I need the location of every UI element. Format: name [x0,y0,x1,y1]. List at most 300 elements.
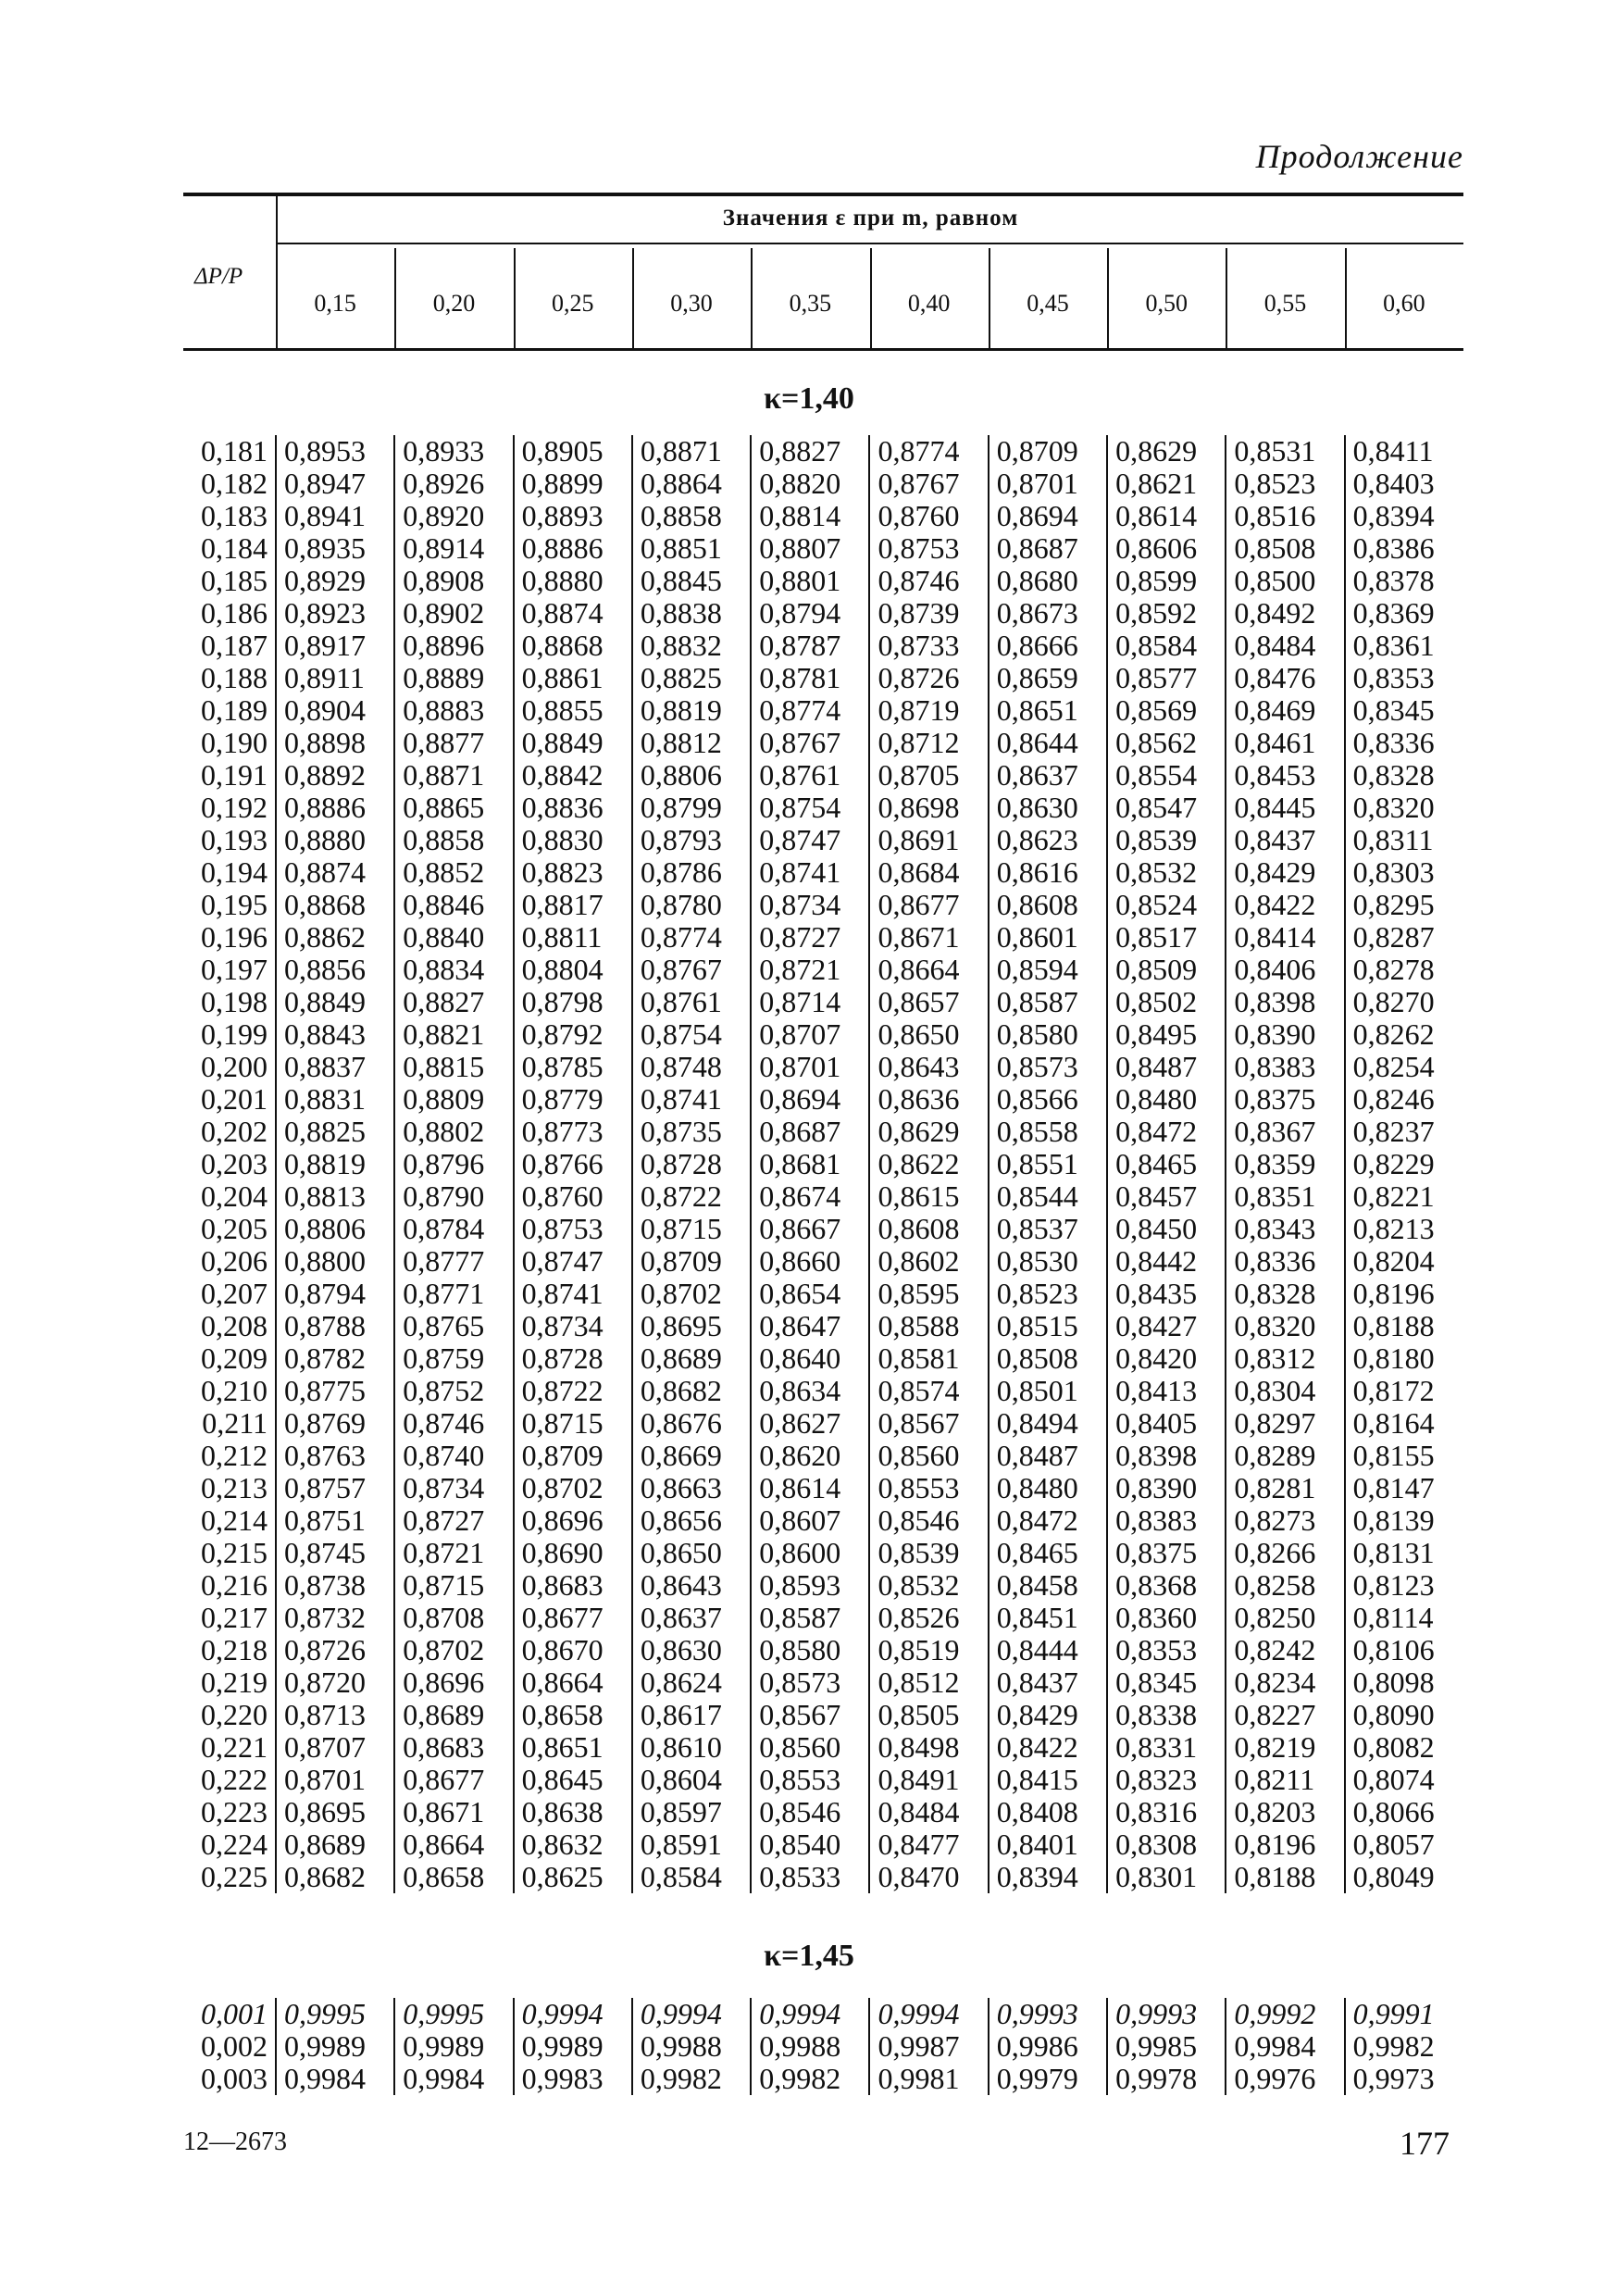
epsilon-cell: 0,8254 [1345,1051,1463,1083]
table-row [183,1018,1463,1051]
epsilon-cell: 0,8620 [751,1440,869,1472]
epsilon-cell: 0,8667 [751,1213,869,1245]
epsilon-cell: 0,8707 [751,1018,869,1051]
table-row [183,889,1463,921]
column-header: 0,40 [907,290,951,317]
epsilon-cell: 0,8836 [514,792,632,824]
dp-cell: 0,216 [201,1568,268,1602]
epsilon-cell: 0,8760 [514,1180,632,1213]
epsilon-cell: 0,9994 [869,1998,988,2030]
epsilon-cell: 0,8530 [989,1245,1107,1278]
epsilon-cell: 0,8049 [1345,1861,1463,1893]
dp-cell: 0,187 [201,629,268,662]
dp-cell: 0,003 [201,2062,268,2095]
epsilon-cell: 0,8784 [394,1213,513,1245]
epsilon-cell: 0,8383 [1226,1051,1344,1083]
epsilon-cell: 0,8682 [632,1375,751,1407]
dp-cell: 0,001 [201,1997,268,2030]
epsilon-cell: 0,8512 [869,1666,988,1699]
table-row [183,986,1463,1018]
epsilon-cell: 0,8690 [514,1537,632,1569]
table-row [183,1440,1463,1472]
epsilon-cell: 0,8651 [514,1731,632,1764]
epsilon-cell: 0,8827 [751,435,869,468]
table-row [183,1051,1463,1083]
epsilon-cell: 0,8796 [394,1148,513,1180]
epsilon-cell: 0,8465 [989,1537,1107,1569]
dp-cell: 0,191 [201,758,268,792]
epsilon-cell: 0,8622 [869,1148,988,1180]
epsilon-cell: 0,8669 [632,1440,751,1472]
epsilon-cell: 0,8368 [1107,1569,1226,1602]
table-row [183,1148,1463,1180]
epsilon-cell: 0,8883 [394,694,513,727]
table-row [183,1828,1463,1861]
epsilon-cell: 0,8554 [1107,759,1226,792]
table-header-bottom-rule [183,348,1463,351]
epsilon-cell: 0,8494 [989,1407,1107,1440]
table-row [183,1213,1463,1245]
epsilon-cell: 0,8709 [632,1245,751,1278]
epsilon-cell: 0,8846 [394,889,513,921]
epsilon-cell: 0,8361 [1345,630,1463,662]
epsilon-cell: 0,9978 [1107,2063,1226,2095]
epsilon-cell: 0,8674 [751,1180,869,1213]
epsilon-cell: 0,8677 [394,1764,513,1796]
epsilon-cell: 0,8806 [276,1213,394,1245]
epsilon-cell: 0,8401 [989,1828,1107,1861]
epsilon-cell: 0,8567 [751,1699,869,1731]
epsilon-cell: 0,9994 [514,1998,632,2030]
epsilon-cell: 0,8581 [869,1342,988,1375]
table-row [183,662,1463,694]
dp-cell: 0,207 [201,1277,268,1310]
epsilon-cell: 0,8792 [514,1018,632,1051]
epsilon-cell: 0,8442 [1107,1245,1226,1278]
epsilon-cell: 0,8714 [751,986,869,1018]
dp-cell: 0,225 [201,1860,268,1893]
epsilon-cell: 0,8386 [1345,532,1463,565]
epsilon-cell: 0,8708 [394,1602,513,1634]
epsilon-cell: 0,8715 [394,1569,513,1602]
epsilon-cell: 0,8701 [751,1051,869,1083]
epsilon-cell: 0,8698 [869,792,988,824]
column-header: 0,20 [432,290,476,317]
epsilon-cell: 0,8862 [276,921,394,954]
epsilon-cell: 0,8508 [1226,532,1344,565]
epsilon-cell: 0,8905 [514,435,632,468]
dp-cell: 0,181 [201,434,268,468]
epsilon-cell: 0,8855 [514,694,632,727]
epsilon-cell: 0,8608 [869,1213,988,1245]
epsilon-cell: 0,8427 [1107,1310,1226,1342]
epsilon-cell: 0,8266 [1226,1537,1344,1569]
epsilon-cell: 0,8604 [632,1764,751,1796]
epsilon-cell: 0,8727 [751,921,869,954]
epsilon-cell: 0,8390 [1226,1018,1344,1051]
epsilon-cell: 0,8643 [869,1051,988,1083]
epsilon-cell: 0,8820 [751,468,869,500]
epsilon-cell: 0,8592 [1107,597,1226,630]
table-row [183,1602,1463,1634]
epsilon-cell: 0,8532 [869,1569,988,1602]
epsilon-cell: 0,8445 [1226,792,1344,824]
epsilon-cell: 0,9994 [751,1998,869,2030]
epsilon-cell: 0,8726 [869,662,988,694]
epsilon-cell: 0,8562 [1107,727,1226,759]
epsilon-cell: 0,8328 [1345,759,1463,792]
epsilon-cell: 0,8765 [394,1310,513,1342]
epsilon-cell: 0,8809 [394,1083,513,1116]
signature-mark: 12—2673 [183,2128,287,2156]
epsilon-cell: 0,8476 [1226,662,1344,694]
epsilon-cell: 0,8733 [869,630,988,662]
epsilon-cell: 0,8658 [394,1861,513,1893]
epsilon-cell: 0,8865 [394,792,513,824]
table-row [183,468,1463,500]
table-row [183,1699,1463,1731]
epsilon-cell: 0,8941 [276,500,394,532]
epsilon-cell: 0,8763 [276,1440,394,1472]
epsilon-cell: 0,8889 [394,662,513,694]
epsilon-cell: 0,8574 [869,1375,988,1407]
epsilon-cell: 0,8709 [989,435,1107,468]
epsilon-cell: 0,8774 [869,435,988,468]
table-row [183,2063,1463,2095]
epsilon-cell: 0,8874 [514,597,632,630]
epsilon-cell: 0,8741 [632,1083,751,1116]
epsilon-cell: 0,8320 [1226,1310,1344,1342]
epsilon-cell: 0,8461 [1226,727,1344,759]
epsilon-cell: 0,8780 [632,889,751,921]
epsilon-cell: 0,8573 [989,1051,1107,1083]
epsilon-cell: 0,8696 [514,1504,632,1537]
epsilon-cell: 0,8664 [869,954,988,986]
epsilon-cell: 0,8842 [514,759,632,792]
epsilon-cell: 0,8821 [394,1018,513,1051]
epsilon-cell: 0,8336 [1226,1245,1344,1278]
epsilon-cell: 0,9982 [1345,2030,1463,2063]
table-row [183,824,1463,856]
column-header: 0,45 [1027,290,1069,317]
epsilon-cell: 0,8123 [1345,1569,1463,1602]
epsilon-cell: 0,8775 [276,1375,394,1407]
dp-header: ΔP/P [194,264,243,289]
epsilon-cell: 0,8546 [869,1504,988,1537]
epsilon-cell: 0,8722 [514,1375,632,1407]
epsilon-cell: 0,8375 [1107,1537,1226,1569]
column-header: 0,50 [1145,290,1188,317]
epsilon-cell: 0,8608 [989,889,1107,921]
epsilon-cell: 0,8767 [751,727,869,759]
epsilon-cell: 0,8221 [1345,1180,1463,1213]
epsilon-cell: 0,8933 [394,435,513,468]
epsilon-cell: 0,8654 [751,1278,869,1310]
table-row [183,1472,1463,1504]
epsilon-cell: 0,8610 [632,1731,751,1764]
epsilon-cell: 0,8623 [989,824,1107,856]
epsilon-cell: 0,9982 [751,2063,869,2095]
epsilon-cell: 0,8211 [1226,1764,1344,1796]
epsilon-cell: 0,9988 [632,2030,751,2063]
epsilon-cell: 0,8871 [632,435,751,468]
epsilon-cell: 0,8180 [1345,1342,1463,1375]
epsilon-cell: 0,8593 [751,1569,869,1602]
epsilon-cell: 0,8823 [514,856,632,889]
section-title-1: κ=1,40 [764,381,854,416]
dp-cell: 0,002 [201,2029,268,2063]
epsilon-cell: 0,8877 [394,727,513,759]
table-row [183,1342,1463,1375]
epsilon-cell: 0,8721 [751,954,869,986]
epsilon-cell: 0,9979 [989,2063,1107,2095]
epsilon-cell: 0,8587 [751,1602,869,1634]
epsilon-cell: 0,8659 [989,662,1107,694]
epsilon-cell: 0,8831 [276,1083,394,1116]
epsilon-cell: 0,8670 [514,1634,632,1666]
epsilon-cell: 0,8098 [1345,1666,1463,1699]
epsilon-cell: 0,8788 [276,1310,394,1342]
epsilon-cell: 0,8694 [989,500,1107,532]
dp-cell: 0,211 [202,1406,268,1440]
epsilon-cell: 0,8695 [276,1796,394,1828]
epsilon-cell: 0,8304 [1226,1375,1344,1407]
epsilon-cell: 0,8523 [989,1278,1107,1310]
dp-cell: 0,195 [201,888,268,921]
epsilon-cell: 0,8270 [1345,986,1463,1018]
dp-cell: 0,219 [201,1666,268,1699]
epsilon-cell: 0,8567 [869,1407,988,1440]
epsilon-cell: 0,8812 [632,727,751,759]
epsilon-cell: 0,8794 [751,597,869,630]
epsilon-cell: 0,9995 [276,1998,394,2030]
column-header: 0,15 [314,290,356,317]
epsilon-cell: 0,8647 [751,1310,869,1342]
epsilon-cell: 0,8599 [1107,565,1226,597]
table-row [183,565,1463,597]
epsilon-cell: 0,8139 [1345,1504,1463,1537]
epsilon-cell: 0,8378 [1345,565,1463,597]
epsilon-cell: 0,8754 [751,792,869,824]
table-row [183,1180,1463,1213]
epsilon-cell: 0,8394 [989,1861,1107,1893]
column-header: 0,60 [1383,290,1425,317]
epsilon-cell: 0,8584 [632,1861,751,1893]
epsilon-cell: 0,8815 [394,1051,513,1083]
epsilon-cell: 0,8597 [632,1796,751,1828]
epsilon-cell: 0,8689 [276,1828,394,1861]
data-table-k145 [183,1998,1463,2095]
epsilon-cell: 0,8289 [1226,1440,1344,1472]
epsilon-cell: 0,8650 [632,1537,751,1569]
epsilon-cell: 0,8720 [276,1666,394,1699]
epsilon-cell: 0,8840 [394,921,513,954]
epsilon-cell: 0,8580 [989,1018,1107,1051]
table-row [183,1634,1463,1666]
epsilon-cell: 0,8540 [751,1828,869,1861]
epsilon-cell: 0,8735 [632,1116,751,1148]
epsilon-cell: 0,8651 [989,694,1107,727]
epsilon-cell: 0,8745 [276,1537,394,1569]
dp-cell: 0,217 [201,1601,268,1634]
epsilon-cell: 0,8787 [751,630,869,662]
epsilon-cell: 0,8147 [1345,1472,1463,1504]
epsilon-cell: 0,8757 [276,1472,394,1504]
epsilon-cell: 0,8615 [869,1180,988,1213]
epsilon-cell: 0,8929 [276,565,394,597]
epsilon-cell: 0,8747 [751,824,869,856]
epsilon-cell: 0,8753 [869,532,988,565]
epsilon-cell: 0,8487 [1107,1051,1226,1083]
epsilon-cell: 0,8705 [869,759,988,792]
epsilon-cell: 0,8630 [989,792,1107,824]
epsilon-cell: 0,8748 [632,1051,751,1083]
epsilon-cell: 0,9992 [1226,1998,1344,2030]
epsilon-cell: 0,8505 [869,1699,988,1731]
epsilon-cell: 0,8695 [632,1310,751,1342]
dp-cell: 0,193 [201,823,268,856]
epsilon-cell: 0,8741 [751,856,869,889]
table-row [183,1666,1463,1699]
epsilon-cell: 0,8495 [1107,1018,1226,1051]
table-row [183,792,1463,824]
epsilon-cell: 0,8591 [632,1828,751,1861]
epsilon-cell: 0,8849 [276,986,394,1018]
epsilon-cell: 0,8450 [1107,1213,1226,1245]
dp-cell: 0,214 [201,1504,268,1537]
epsilon-cell: 0,8671 [869,921,988,954]
epsilon-cell: 0,8584 [1107,630,1226,662]
epsilon-cell: 0,8676 [632,1407,751,1440]
epsilon-cell: 0,8701 [989,468,1107,500]
epsilon-cell: 0,8747 [514,1245,632,1278]
epsilon-cell: 0,8761 [751,759,869,792]
epsilon-cell: 0,8422 [1226,889,1344,921]
epsilon-cell: 0,8614 [1107,500,1226,532]
epsilon-cell: 0,8517 [1107,921,1226,954]
epsilon-cell: 0,8472 [1107,1116,1226,1148]
epsilon-cell: 0,8781 [751,662,869,694]
epsilon-cell: 0,9982 [632,2063,751,2095]
epsilon-cell: 0,8408 [989,1796,1107,1828]
dp-cell: 0,184 [201,531,268,565]
epsilon-cell: 0,9984 [1226,2030,1344,2063]
epsilon-cell: 0,8657 [869,986,988,1018]
epsilon-cell: 0,8904 [276,694,394,727]
epsilon-cell: 0,8935 [276,532,394,565]
epsilon-cell: 0,8577 [1107,662,1226,694]
table-row [183,1861,1463,1893]
epsilon-cell: 0,8394 [1345,500,1463,532]
epsilon-cell: 0,8303 [1345,856,1463,889]
column-header: 0,35 [789,290,832,317]
epsilon-cell: 0,8406 [1226,954,1344,986]
epsilon-cell: 0,8213 [1345,1213,1463,1245]
epsilon-cell: 0,8837 [276,1051,394,1083]
table-row [183,1083,1463,1116]
epsilon-cell: 0,8767 [869,468,988,500]
epsilon-cell: 0,8886 [276,792,394,824]
dp-cell: 0,185 [201,564,268,597]
epsilon-cell: 0,8600 [751,1537,869,1569]
section-title-2: κ=1,45 [764,1939,854,1973]
epsilon-cell: 0,8234 [1226,1666,1344,1699]
epsilon-cell: 0,8917 [276,630,394,662]
epsilon-cell: 0,8682 [276,1861,394,1893]
continuation-label: Продолжение [1255,138,1463,175]
epsilon-cell: 0,8851 [632,532,751,565]
dp-cell: 0,186 [201,596,268,630]
epsilon-cell: 0,8638 [514,1796,632,1828]
dp-cell: 0,218 [201,1633,268,1666]
epsilon-cell: 0,8794 [276,1278,394,1310]
epsilon-cell: 0,8785 [514,1051,632,1083]
dp-cell: 0,182 [201,467,268,500]
epsilon-cell: 0,8301 [1107,1861,1226,1893]
epsilon-cell: 0,8353 [1345,662,1463,694]
epsilon-cell: 0,8741 [514,1278,632,1310]
epsilon-cell: 0,8204 [1345,1245,1463,1278]
epsilon-cell: 0,8297 [1226,1407,1344,1440]
epsilon-cell: 0,8813 [276,1180,394,1213]
table-row [183,1731,1463,1764]
epsilon-cell: 0,8707 [276,1731,394,1764]
epsilon-cell: 0,9993 [1107,1998,1226,2030]
epsilon-cell: 0,8807 [751,532,869,565]
epsilon-cell: 0,8880 [514,565,632,597]
epsilon-cell: 0,8627 [751,1407,869,1440]
epsilon-cell: 0,8311 [1345,824,1463,856]
dp-cell: 0,206 [201,1244,268,1278]
table-row [183,954,1463,986]
epsilon-cell: 0,8801 [751,565,869,597]
epsilon-cell: 0,8480 [989,1472,1107,1504]
epsilon-cell: 0,8526 [869,1602,988,1634]
epsilon-cell: 0,8484 [869,1796,988,1828]
table-row [183,1569,1463,1602]
epsilon-cell: 0,8734 [514,1310,632,1342]
epsilon-cell: 0,8634 [751,1375,869,1407]
epsilon-cell: 0,8533 [751,1861,869,1893]
epsilon-cell: 0,8625 [514,1861,632,1893]
epsilon-cell: 0,8429 [1226,856,1344,889]
epsilon-cell: 0,8316 [1107,1796,1226,1828]
epsilon-cell: 0,8761 [632,986,751,1018]
epsilon-cell: 0,8684 [869,856,988,889]
epsilon-cell: 0,8422 [989,1731,1107,1764]
epsilon-cell: 0,8492 [1226,597,1344,630]
dp-cell: 0,215 [201,1536,268,1569]
epsilon-cell: 0,8825 [632,662,751,694]
epsilon-cell: 0,8751 [276,1504,394,1537]
epsilon-cell: 0,8227 [1226,1699,1344,1731]
epsilon-cell: 0,8666 [989,630,1107,662]
epsilon-cell: 0,8524 [1107,889,1226,921]
epsilon-cell: 0,8607 [751,1504,869,1537]
epsilon-cell: 0,8908 [394,565,513,597]
epsilon-cell: 0,8683 [514,1569,632,1602]
epsilon-cell: 0,8090 [1345,1699,1463,1731]
epsilon-cell: 0,8691 [869,824,988,856]
epsilon-cell: 0,8500 [1226,565,1344,597]
table-row [183,1245,1463,1278]
epsilon-cell: 0,8858 [394,824,513,856]
epsilon-cell: 0,9984 [276,2063,394,2095]
epsilon-cell: 0,8696 [394,1666,513,1699]
epsilon-cell: 0,8658 [514,1699,632,1731]
epsilon-cell: 0,8472 [989,1504,1107,1537]
epsilon-cell: 0,8308 [1107,1828,1226,1861]
